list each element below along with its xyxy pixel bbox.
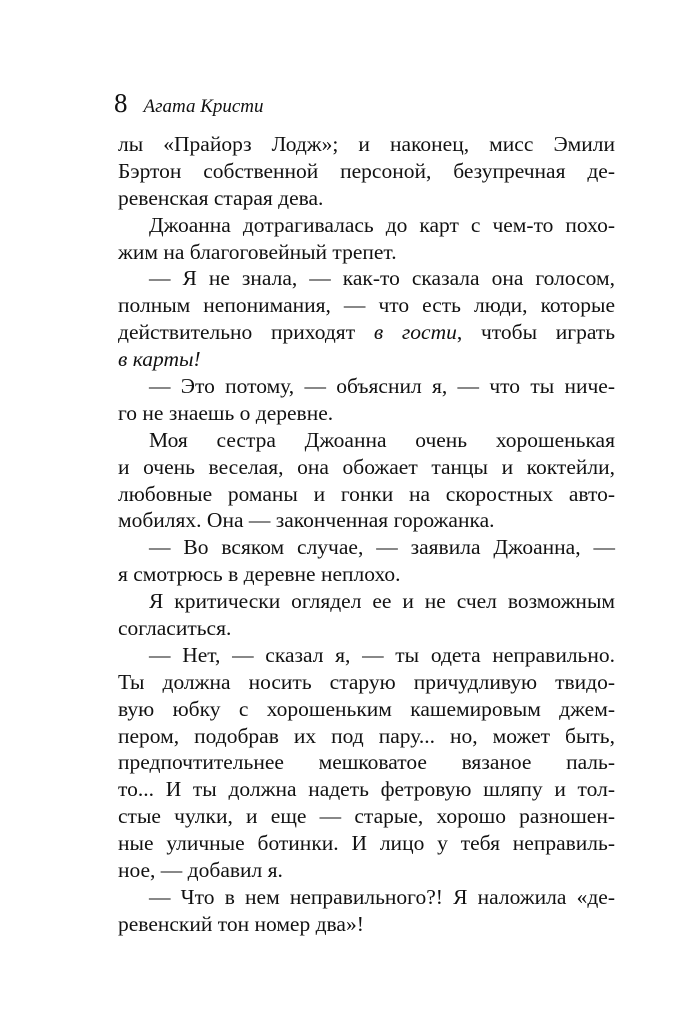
text-line [118,830,615,857]
text-line [118,884,615,911]
text-segment: стые чулки, и еще — старые, хорошо разношен- [118,804,615,829]
text-line [118,507,615,534]
text-segment: — Я не знала, — как-то сказала она голосом, [149,266,615,291]
text-segment: предпочтительнее мешковатое вязаное паль- [118,750,615,775]
text-segment: полным непонимания, — что есть люди, которые [118,293,615,318]
text-line [118,292,615,319]
text-line [118,454,615,481]
text-line [118,561,615,588]
text-line [118,319,615,346]
text-line [118,534,615,561]
text-line [118,239,615,266]
text-segment: мобилях. Она — законченная горожанка. [118,508,495,533]
italic-text: в карты! [118,347,201,372]
text-segment: — Что в нем неправильного?! Я наложила «де- [149,884,615,909]
text-segment: — Это потому, — объяснил я, — что ты ниче- [149,374,615,399]
text-line [118,911,615,938]
text-line [118,265,615,292]
page-number: 8 [114,88,128,118]
body-text [118,131,615,938]
text-segment: лы «Прайорз Лодж»; и наконец, мисс Эмили [118,132,615,156]
text-line [118,481,615,508]
text-segment: Моя сестра Джоанна очень хорошенькая [149,427,615,452]
text-segment: действительно приходят [118,320,374,345]
text-segment: Бэртон собственной персоной, безупречная де- [118,158,615,183]
text-line [118,427,615,454]
text-segment: жим на благоговейный трепет. [118,239,397,264]
text-line [118,158,615,185]
text-segment: вую юбку с хорошеньким кашемировым джем- [118,696,615,721]
text-segment: согласиться. [118,616,232,641]
text-segment: — Во всяком случае, — заявила Джоанна, — [149,535,615,560]
text-segment: ные уличные ботинки. И лицо у тебя неправиль- [118,831,615,856]
text-segment: — Нет, — сказал я, — ты одета неправильно. [149,642,615,667]
text-segment: ревенская старая дева. [118,185,324,210]
text-line [118,400,615,427]
text-line [118,185,615,212]
italic-text: в гости [373,320,457,345]
text-line [118,669,615,696]
running-head [114,86,264,120]
text-line [118,373,615,400]
text-segment: любовные романы и гонки на скоростных авто- [118,481,615,506]
text-line [118,803,615,830]
text-segment: ревенский тон номер два»! [118,911,364,936]
text-line [118,749,615,776]
text-segment: го не знаешь о деревне. [118,400,334,425]
text-segment: , чтобы играть [456,320,616,345]
text-segment: Ты должна носить старую причудливую твидо- [118,669,615,694]
text-segment: ное, — добавил я. [118,858,283,883]
text-line [118,346,615,373]
text-line [118,642,615,669]
text-segment: Я критически оглядел ее и не счел возможным [149,589,615,614]
running-title: Агата Кристи [143,96,264,117]
text-line [118,723,615,750]
text-line [118,588,615,615]
text-segment: и очень веселая, она обожает танцы и коктейли, [118,454,615,479]
text-segment: пером, подобрав их под пару... но, может быть, [118,723,615,748]
text-line [118,131,615,158]
text-line [118,776,615,803]
text-segment: я смотрюсь в деревне неплохо. [118,562,401,587]
text-line [118,212,615,239]
text-line [118,857,615,884]
text-segment: то... И ты должна надеть фетровую шляпу и тол- [118,777,615,802]
text-line [118,615,615,642]
text-line [118,696,615,723]
text-segment: Джоанна дотрагивалась до карт с чем-то похо- [149,212,615,237]
